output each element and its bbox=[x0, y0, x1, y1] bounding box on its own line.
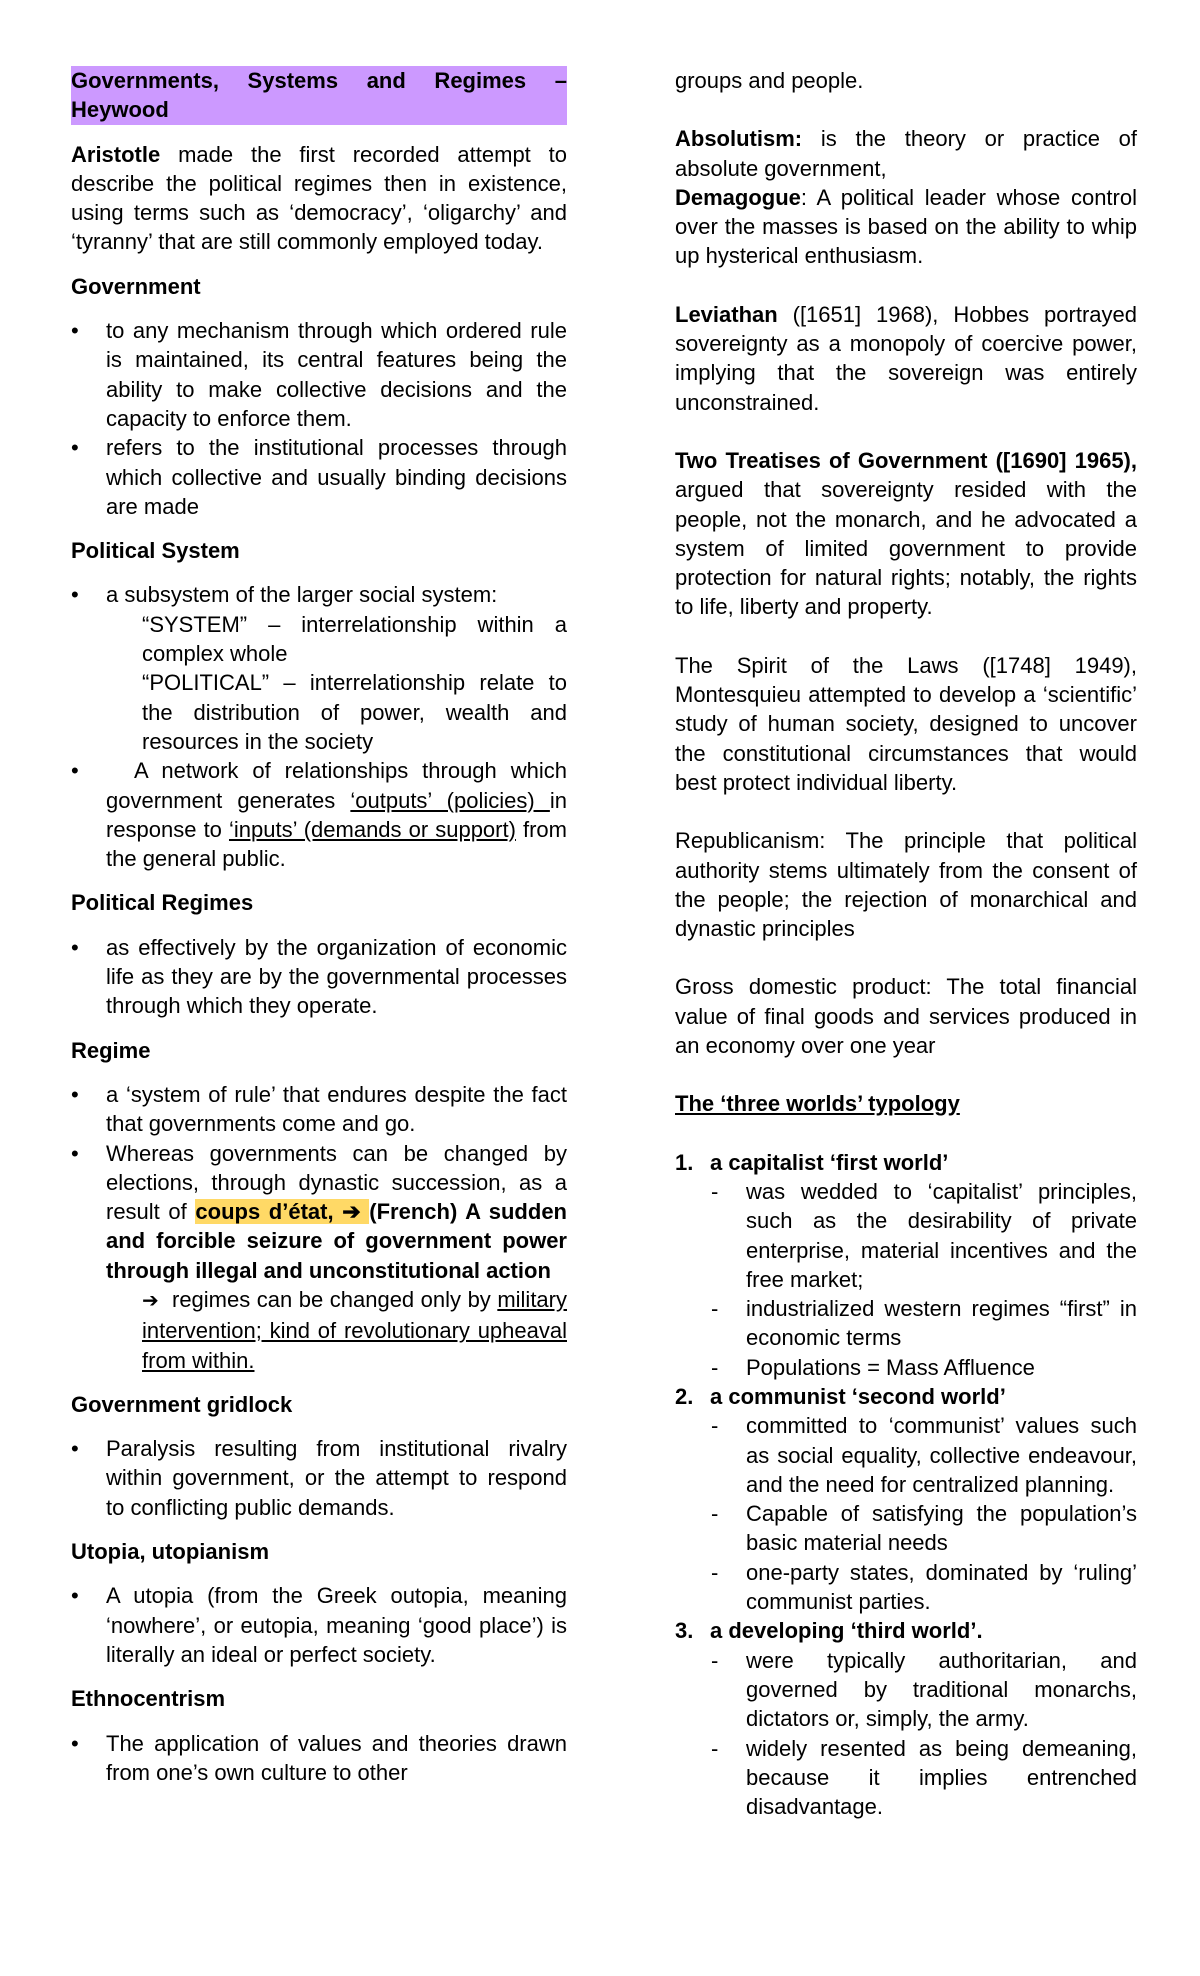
list-item-text: a subsystem of the larger social system: bbox=[106, 582, 498, 608]
demagogue-term: Demagogue bbox=[675, 184, 801, 210]
item-number: 2. bbox=[675, 1383, 694, 1409]
continuation-text: groups and people. bbox=[675, 68, 864, 93]
typology-list bbox=[675, 1148, 1137, 1822]
title-line-1: Governments, Systems and Regimes – bbox=[71, 68, 567, 93]
list-item: • to any mechanism through which ordered rule is maintained, its central features being the ability to make collective decisions and the capacity to enforce them. bbox=[71, 316, 567, 433]
list-item bbox=[71, 1139, 567, 1375]
spirit-of-laws-entry: The Spirit of the Laws ([1748] 1949), Montesquieu attempted to develop a ‘scientific’ study of human society, designed to uncover the constitutional circumstances that would best protect individual liberty. bbox=[675, 652, 1137, 795]
right-column bbox=[675, 66, 1137, 1821]
arrow-sub-item bbox=[106, 1285, 567, 1375]
arrow-icon: ➔ bbox=[142, 1289, 159, 1312]
list-item: - Capable of satisfying the population’s basic material needs bbox=[675, 1499, 1137, 1558]
absolutism-text: is the theory or practice of absolute government, bbox=[675, 126, 1137, 181]
coups-highlight: coups d’état, ➔ bbox=[195, 1199, 370, 1225]
republicanism-entry: Republicanism: The principle that political authority stems ultimately from the consent of the people; the rejection of monarchical and dynastic principles bbox=[675, 828, 1137, 942]
government-list bbox=[71, 316, 567, 521]
item-title: a capitalist ‘first world’ bbox=[710, 1149, 949, 1175]
list-item: - one-party states, dominated by ‘ruling’ communist parties. bbox=[675, 1558, 1137, 1617]
heading-ethnocentrism: Ethnocentrism bbox=[71, 1686, 226, 1712]
list-item: - Populations = Mass Affluence bbox=[675, 1353, 1137, 1382]
item-number: 3. bbox=[675, 1618, 694, 1644]
list-item: - committed to ‘communist’ values such as social equality, collective endeavour, and the need for centralized planning. bbox=[675, 1411, 1137, 1499]
list-item-text: in response to bbox=[106, 787, 567, 842]
typology-heading bbox=[675, 1089, 1137, 1118]
gdp-entry: Gross domestic product: The total financial value of final goods and services produced in an economy over one year bbox=[675, 974, 1137, 1059]
list-item bbox=[675, 1382, 1137, 1616]
inputs-term: ‘inputs’ (demands or support) bbox=[228, 816, 516, 842]
list-item-text: A network of relationships through which government generates bbox=[106, 758, 567, 813]
heading-political-regimes: Political Regimes bbox=[71, 890, 254, 916]
heading-gridlock: Government gridlock bbox=[71, 1391, 293, 1417]
heading-government: Government bbox=[71, 273, 201, 299]
list-item-text: from the general public. bbox=[106, 816, 567, 872]
sub-item-system: “SYSTEM” – interrelationship within a complex whole bbox=[142, 611, 567, 667]
list-item: • A utopia (from the Greek outopia, meaning ‘nowhere’, or eutopia, meaning ‘good place’) is literally an ideal or perfect society. bbox=[71, 1581, 567, 1669]
list-item bbox=[71, 756, 567, 873]
item-points bbox=[675, 1177, 1137, 1382]
intro-text: made the first recorded attempt to describe the political regimes then in existence, using terms such as ‘democracy’, ‘oligarchy’ and ‘tyranny’ that are still commonly employed today. bbox=[71, 141, 567, 255]
item-points bbox=[675, 1646, 1137, 1822]
list-item: - were typically authoritarian, and governed by traditional monarchs, dictators or, simply, the army. bbox=[675, 1646, 1137, 1734]
heading-political-system: Political System bbox=[71, 538, 240, 564]
arrow-text: regimes can be changed only by bbox=[172, 1286, 498, 1312]
outputs-term: ‘outputs’ (policies) bbox=[350, 787, 550, 813]
item-title: a developing ‘third world’. bbox=[710, 1618, 983, 1644]
arrow-text-underlined: military intervention; kind of revolutionary upheaval from within. bbox=[142, 1286, 567, 1373]
absolutism-term: Absolutism: bbox=[675, 126, 803, 152]
item-number: 1. bbox=[675, 1149, 694, 1175]
list-item: • The application of values and theories drawn from one’s own culture to other bbox=[71, 1729, 567, 1788]
list-item: • a ‘system of rule’ that endures despite the fact that governments come and go. bbox=[71, 1080, 567, 1139]
document-title bbox=[71, 66, 567, 125]
list-item bbox=[71, 580, 567, 756]
left-column bbox=[71, 66, 567, 1787]
item-points bbox=[675, 1411, 1137, 1616]
title-line-2: Heywood bbox=[71, 97, 169, 123]
list-item-text: Whereas governments can be changed by elections, through dynastic succession, as a result of bbox=[106, 1140, 567, 1225]
political-system-list bbox=[71, 580, 567, 873]
two-treatises-term: Two Treatises of Government ([1690] 1965), bbox=[675, 447, 1137, 473]
intro-paragraph bbox=[71, 140, 567, 257]
absolutism-entry bbox=[675, 124, 1137, 183]
leviathan-entry bbox=[675, 300, 1137, 417]
list-item: • refers to the institutional processes through which collective and usually binding decisions are made bbox=[71, 433, 567, 521]
list-item: • as effectively by the organization of economic life as they are by the governmental processes through which they operate. bbox=[71, 933, 567, 1021]
heading-utopia: Utopia, utopianism bbox=[71, 1539, 269, 1565]
coups-definition: (French) A sudden and forcible seizure of government power through illegal and unconstitutional action bbox=[106, 1199, 567, 1283]
list-item: • Paralysis resulting from institutional rivalry within government, or the attempt to respond to conflicting public demands. bbox=[71, 1434, 567, 1522]
ethnocentrism-list bbox=[71, 1729, 567, 1788]
list-item: - industrialized western regimes “first” in economic terms bbox=[675, 1294, 1137, 1353]
utopia-list bbox=[71, 1581, 567, 1669]
gridlock-list bbox=[71, 1434, 567, 1522]
sub-item-political: “POLITICAL” – interrelationship relate to the distribution of power, wealth and resources in the society bbox=[142, 670, 567, 754]
demagogue-entry bbox=[675, 183, 1137, 271]
list-item: - widely resented as being demeaning, because it implies entrenched disadvantage. bbox=[675, 1734, 1137, 1822]
list-item: - was wedded to ‘capitalist’ principles, such as the desirability of private enterprise, material incentives and the free market; bbox=[675, 1177, 1137, 1294]
regime-list bbox=[71, 1080, 567, 1375]
item-title: a communist ‘second world’ bbox=[710, 1383, 1006, 1409]
leviathan-text: ([1651] 1968), Hobbes portrayed sovereignty as a monopoly of coercive power, implying that the sovereign was entirely unconstrained. bbox=[675, 301, 1137, 415]
list-item bbox=[675, 1148, 1137, 1382]
two-treatises-text: argued that sovereignty resided with the people, not the monarch, and he advocated a system of limited government to provide protection for natural rights; notably, the rights to life, liberty and property. bbox=[675, 477, 1137, 620]
demagogue-text: : A political leader whose control over the masses is based on the ability to whip up hysterical enthusiasm. bbox=[675, 184, 1137, 269]
aristotle-name: Aristotle bbox=[71, 141, 161, 167]
list-item bbox=[675, 1616, 1137, 1821]
typology-heading-text: The ‘three worlds’ typology bbox=[675, 1091, 960, 1117]
leviathan-term: Leviathan bbox=[675, 301, 778, 327]
political-regimes-list bbox=[71, 933, 567, 1021]
two-treatises-entry bbox=[675, 446, 1137, 622]
heading-regime: Regime bbox=[71, 1037, 151, 1063]
